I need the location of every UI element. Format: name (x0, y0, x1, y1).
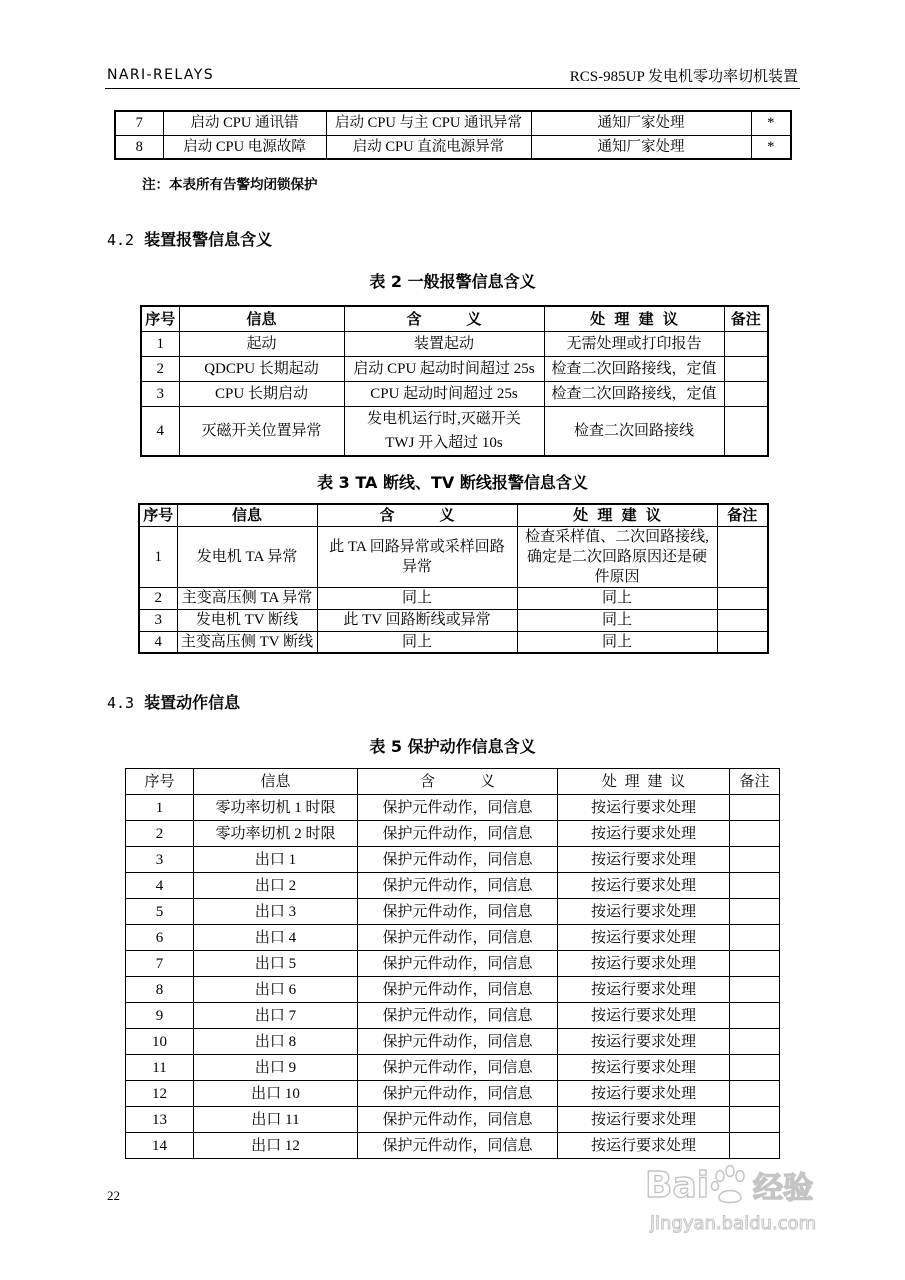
cell-seq: 10 (126, 1029, 194, 1055)
cell-info: 零功率切机 2 时限 (194, 821, 358, 847)
table-row (126, 821, 780, 847)
baidu-jingyan-watermark (640, 1163, 855, 1243)
cell-info: 出口 9 (194, 1055, 358, 1081)
cell-action: 检查二次回路接线，定值 (544, 357, 724, 382)
header-action: 处 理 建 议 (558, 769, 730, 795)
cell-info: 出口 5 (194, 951, 358, 977)
header-seq: 序号 (139, 504, 177, 526)
header-meaning: 含 义 (358, 769, 558, 795)
cell-info: 出口 3 (194, 899, 358, 925)
cell-seq: 12 (126, 1081, 194, 1107)
cell-info: CPU 长期启动 (179, 382, 344, 407)
cell-meaning: 保护元件动作，同信息 (358, 873, 558, 899)
table-header-row (141, 306, 768, 332)
cell-seq: 8 (126, 977, 194, 1003)
cell-info: QDCPU 长期起动 (179, 357, 344, 382)
cell-seq: 7 (126, 951, 194, 977)
cell-info: 出口 12 (194, 1133, 358, 1159)
cell-meaning: 保护元件动作，同信息 (358, 951, 558, 977)
cell-action: 同上 (517, 587, 717, 609)
header-brand: NARI-RELAYS (107, 67, 214, 83)
cell-action: 无需处理或打印报告 (544, 332, 724, 357)
table-header-row (139, 504, 768, 526)
cell-seq: 4 (141, 407, 179, 457)
cell-remark (730, 1003, 780, 1029)
table-row (126, 1133, 780, 1159)
cell-info: 出口 4 (194, 925, 358, 951)
cell-meaning: 启动 CPU 与主 CPU 通讯异常 (326, 111, 531, 135)
cell-meaning: 此 TV 回路断线或异常 (317, 609, 517, 631)
cell-meaning: CPU 起动时间超过 25s (344, 382, 544, 407)
cell-remark (717, 609, 768, 631)
table-row (126, 873, 780, 899)
table-note: 注：本表所有告警均闭锁保护 (142, 177, 318, 193)
cell-action: 按运行要求处理 (558, 1029, 730, 1055)
cell-action: 按运行要求处理 (558, 847, 730, 873)
protection-action-table (125, 768, 780, 1159)
cell-meaning: 同上 (317, 631, 517, 653)
cell-remark (730, 899, 780, 925)
table-row (141, 407, 768, 457)
cell-remark (717, 526, 768, 587)
header-action: 处 理 建 议 (517, 504, 717, 526)
cell-action: 同上 (517, 631, 717, 653)
cell-meaning: 装置起动 (344, 332, 544, 357)
cell-remark: * (751, 111, 791, 135)
table-row (126, 977, 780, 1003)
header-info: 信息 (194, 769, 358, 795)
cell-seq: 4 (139, 631, 177, 653)
cell-action: 按运行要求处理 (558, 1003, 730, 1029)
cell-info: 出口 10 (194, 1081, 358, 1107)
cell-meaning: 启动 CPU 起动时间超过 25s (344, 357, 544, 382)
cell-meaning: 保护元件动作，同信息 (358, 847, 558, 873)
cell-remark (730, 1055, 780, 1081)
cell-seq: 1 (141, 332, 179, 357)
table5-caption: 表 5 保护动作信息含义 (369, 737, 536, 756)
cell-remark (730, 951, 780, 977)
watermark-logo-right: 经验 (753, 1171, 814, 1206)
table-row (126, 925, 780, 951)
cell-seq: 1 (139, 526, 177, 587)
cell-action: 按运行要求处理 (558, 1133, 730, 1159)
cell-meaning: 此 TA 回路异常或采样回路 异常 (317, 526, 517, 587)
table-row (126, 1029, 780, 1055)
cell-remark (730, 847, 780, 873)
cell-meaning: 保护元件动作，同信息 (358, 899, 558, 925)
header-meaning: 含 义 (317, 504, 517, 526)
cell-seq: 3 (139, 609, 177, 631)
cell-info: 灭磁开关位置异常 (179, 407, 344, 457)
section-heading-4-2 (107, 227, 272, 250)
cell-action: 按运行要求处理 (558, 873, 730, 899)
general-alarm-table (140, 305, 769, 457)
cell-meaning: 保护元件动作，同信息 (358, 925, 558, 951)
cell-info: 发电机 TA 异常 (177, 526, 317, 587)
cell-seq: 9 (126, 1003, 194, 1029)
cell-remark (717, 587, 768, 609)
header-remark: 备注 (724, 306, 768, 332)
cell-remark: * (751, 135, 791, 159)
cell-seq: 13 (126, 1107, 194, 1133)
cell-seq: 6 (126, 925, 194, 951)
table-row (126, 1055, 780, 1081)
cell-info: 出口 6 (194, 977, 358, 1003)
table3-caption: 表 3 TA 断线、TV 断线报警信息含义 (317, 473, 588, 492)
cell-meaning: 保护元件动作，同信息 (358, 1107, 558, 1133)
table-row (126, 951, 780, 977)
cell-seq: 14 (126, 1133, 194, 1159)
table-row (115, 111, 791, 135)
header-remark: 备注 (730, 769, 780, 795)
header-product-title: RCS-985UP 发电机零功率切机装置 (569, 69, 798, 85)
header-info: 信息 (179, 306, 344, 332)
cell-action: 按运行要求处理 (558, 821, 730, 847)
table-row (126, 1003, 780, 1029)
cell-remark (724, 407, 768, 457)
cell-info: 出口 7 (194, 1003, 358, 1029)
cell-action: 按运行要求处理 (558, 1107, 730, 1133)
cell-remark (730, 1107, 780, 1133)
cell-info: 出口 8 (194, 1029, 358, 1055)
cell-remark (724, 382, 768, 407)
cell-remark (730, 873, 780, 899)
cell-seq: 11 (126, 1055, 194, 1081)
cell-meaning: 保护元件动作，同信息 (358, 821, 558, 847)
table-row (141, 382, 768, 407)
cell-action: 按运行要求处理 (558, 1081, 730, 1107)
cell-action: 检查二次回路接线 (544, 407, 724, 457)
cell-meaning: 保护元件动作，同信息 (358, 1081, 558, 1107)
cell-remark (730, 821, 780, 847)
alarm-table-continued (114, 110, 792, 160)
cell-info: 发电机 TV 断线 (177, 609, 317, 631)
cell-action: 通知厂家处理 (531, 135, 751, 159)
cell-remark (724, 332, 768, 357)
cell-action: 检查二次回路接线，定值 (544, 382, 724, 407)
cell-remark (730, 977, 780, 1003)
cell-seq: 1 (126, 795, 194, 821)
cell-action: 同上 (517, 609, 717, 631)
table-header-row (126, 769, 780, 795)
watermark-url: jingyan.baidu.com (650, 1213, 817, 1234)
header-remark: 备注 (717, 504, 768, 526)
header-seq: 序号 (126, 769, 194, 795)
cell-meaning: 保护元件动作，同信息 (358, 1003, 558, 1029)
cell-info: 零功率切机 1 时限 (194, 795, 358, 821)
paw-icon (709, 1164, 751, 1206)
cell-action: 检查采样值、二次回路接线, 确定是二次回路原因还是硬 件原因 (517, 526, 717, 587)
watermark-logo-left: Bai (645, 1164, 710, 1206)
table-row (139, 609, 768, 631)
cell-remark (724, 357, 768, 382)
cell-info: 出口 11 (194, 1107, 358, 1133)
cell-meaning: 保护元件动作，同信息 (358, 795, 558, 821)
cell-info: 启动 CPU 电源故障 (163, 135, 326, 159)
header-seq: 序号 (141, 306, 179, 332)
cell-remark (730, 1029, 780, 1055)
cell-info: 主变高压侧 TV 断线 (177, 631, 317, 653)
section-number: 4.3 (107, 694, 135, 712)
cell-seq: 7 (115, 111, 163, 135)
cell-seq: 3 (126, 847, 194, 873)
table-row (126, 1081, 780, 1107)
table-row (126, 795, 780, 821)
section-title: 装置动作信息 (144, 693, 241, 712)
table-row (141, 332, 768, 357)
page-number: 22 (107, 1188, 120, 1203)
section-number: 4.2 (107, 231, 135, 249)
cell-seq: 4 (126, 873, 194, 899)
table-row (141, 357, 768, 382)
cell-remark (730, 1133, 780, 1159)
cell-seq: 2 (139, 587, 177, 609)
ta-tv-alarm-table (138, 503, 769, 654)
cell-meaning: 启动 CPU 直流电源异常 (326, 135, 531, 159)
cell-action: 按运行要求处理 (558, 1055, 730, 1081)
table-row (139, 631, 768, 653)
watermark-logo (645, 1163, 813, 1207)
cell-action: 按运行要求处理 (558, 951, 730, 977)
cell-meaning: 保护元件动作，同信息 (358, 977, 558, 1003)
section-heading-4-3 (107, 690, 240, 713)
header-info: 信息 (177, 504, 317, 526)
table-row (126, 847, 780, 873)
cell-action: 按运行要求处理 (558, 977, 730, 1003)
table-row (139, 526, 768, 587)
cell-action: 按运行要求处理 (558, 899, 730, 925)
cell-remark (730, 1081, 780, 1107)
cell-seq: 8 (115, 135, 163, 159)
cell-action: 按运行要求处理 (558, 795, 730, 821)
cell-seq: 5 (126, 899, 194, 925)
table-row (139, 587, 768, 609)
cell-remark (730, 795, 780, 821)
cell-meaning: 保护元件动作，同信息 (358, 1029, 558, 1055)
cell-info: 起动 (179, 332, 344, 357)
cell-meaning: 保护元件动作，同信息 (358, 1055, 558, 1081)
cell-meaning: 保护元件动作，同信息 (358, 1133, 558, 1159)
cell-seq: 2 (141, 357, 179, 382)
cell-remark (730, 925, 780, 951)
table-row (126, 899, 780, 925)
header-action: 处 理 建 议 (544, 306, 724, 332)
cell-info: 启动 CPU 通讯错 (163, 111, 326, 135)
header-meaning: 含 义 (344, 306, 544, 332)
cell-info: 出口 1 (194, 847, 358, 873)
cell-meaning: 发电机运行时,灭磁开关 TWJ 开入超过 10s (344, 407, 544, 457)
section-title: 装置报警信息含义 (144, 230, 273, 249)
cell-seq: 3 (141, 382, 179, 407)
table-row (115, 135, 791, 159)
header-divider (105, 88, 800, 89)
table2-caption: 表 2 一般报警信息含义 (369, 272, 536, 291)
cell-seq: 2 (126, 821, 194, 847)
cell-action: 按运行要求处理 (558, 925, 730, 951)
cell-info: 主变高压侧 TA 异常 (177, 587, 317, 609)
cell-meaning: 同上 (317, 587, 517, 609)
cell-info: 出口 2 (194, 873, 358, 899)
cell-remark (717, 631, 768, 653)
cell-action: 通知厂家处理 (531, 111, 751, 135)
table-row (126, 1107, 780, 1133)
